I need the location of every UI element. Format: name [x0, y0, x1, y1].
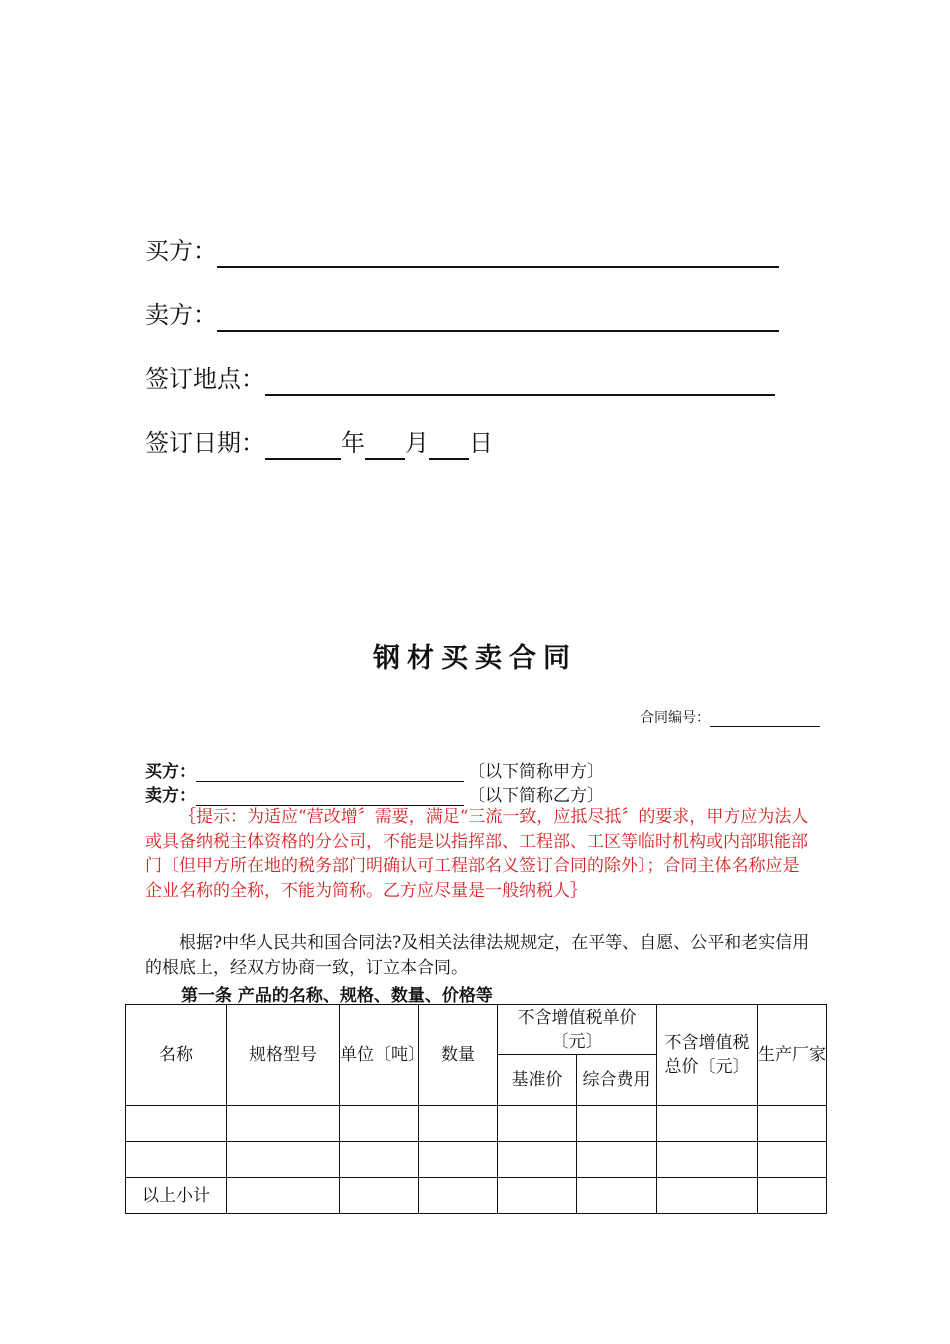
table-row [126, 1142, 827, 1178]
contract-number [640, 707, 820, 727]
cover-buyer-label: 买方： [145, 237, 217, 265]
subtotal-row [126, 1178, 827, 1214]
header-unit: 单位〔吨〕 [340, 1005, 419, 1106]
contract-number-label: 合同编号： [640, 710, 710, 726]
table-cell[interactable] [126, 1142, 227, 1178]
header-unit-price: 不含增值税单价〔元〕 [498, 1005, 657, 1055]
cover-month-field[interactable] [365, 436, 405, 460]
cover-day-label: 日 [469, 429, 493, 457]
table-cell[interactable] [126, 1106, 227, 1142]
header-name: 名称 [126, 1005, 227, 1106]
table-cell[interactable] [419, 1178, 498, 1214]
party-buyer-field[interactable] [196, 763, 464, 782]
cover-buyer-line [145, 234, 779, 268]
contract-title: 钢材买卖合同 [373, 643, 577, 674]
contract-number-field[interactable] [710, 710, 820, 727]
table-cell[interactable] [758, 1142, 827, 1178]
cover-buyer-field[interactable] [217, 244, 779, 268]
table-cell[interactable] [758, 1106, 827, 1142]
product-table [125, 1004, 827, 1214]
table-cell[interactable] [498, 1106, 577, 1142]
table-row [126, 1106, 827, 1142]
cover-seller-field[interactable] [217, 308, 779, 332]
table-cell[interactable] [340, 1142, 419, 1178]
cover-place-field[interactable] [265, 372, 775, 396]
table-cell[interactable] [227, 1142, 340, 1178]
party-seller [145, 782, 604, 806]
cover-year-label: 年 [341, 429, 365, 457]
party-buyer [145, 758, 604, 782]
table-cell[interactable] [227, 1106, 340, 1142]
cover-date-label: 签订日期： [145, 429, 265, 457]
party-seller-field[interactable] [196, 787, 464, 806]
hint-paragraph: ｛提示：为适应“营改增〞需要，满足“三流一致，应抵尽抵〞的要求，甲方应为法人或具备纳税主体资格的分公司，不能是以指挥部、工程部、工区等临时机构或内部职能部门〔但甲方所在地的税务部门明确认可工程部名义签订合同的除外〕；合同主体名称应是企业名称的全称，不能为简称。乙方应尽量是一般纳税人｝ [145, 807, 809, 901]
header-fee: 综合费用 [577, 1055, 657, 1106]
subtotal-label: 以上小计 [126, 1178, 227, 1214]
cover-month-label: 月 [405, 429, 429, 457]
table-cell[interactable] [419, 1142, 498, 1178]
party-buyer-suffix: 〔以下简称甲方〕 [468, 762, 604, 782]
party-seller-label: 卖方： [145, 786, 196, 806]
header-base-price: 基准价 [498, 1055, 577, 1106]
header-spec: 规格型号 [227, 1005, 340, 1106]
table-cell[interactable] [657, 1142, 758, 1178]
header-total: 不含增值税总价〔元〕 [657, 1005, 758, 1106]
article-1-heading: 第一条 产品的名称、规格、数量、价格等 [181, 986, 493, 1006]
table-cell[interactable] [419, 1106, 498, 1142]
table-cell[interactable] [577, 1106, 657, 1142]
cover-place-label: 签订地点： [145, 365, 265, 393]
table-cell[interactable] [340, 1106, 419, 1142]
table-cell[interactable] [498, 1142, 577, 1178]
cover-day-field[interactable] [429, 436, 469, 460]
table-cell[interactable] [657, 1178, 758, 1214]
cover-year-field[interactable] [265, 436, 341, 460]
table-cell[interactable] [758, 1178, 827, 1214]
cover-place-line [145, 362, 775, 396]
table-cell[interactable] [577, 1178, 657, 1214]
table-cell[interactable] [657, 1106, 758, 1142]
table-cell[interactable] [227, 1178, 340, 1214]
table-cell[interactable] [340, 1178, 419, 1214]
header-qty: 数量 [419, 1005, 498, 1106]
cover-seller-line [145, 298, 779, 332]
table-cell[interactable] [577, 1142, 657, 1178]
basis-paragraph: 根据?中华人民共和国合同法?及相关法律法规规定，在平等、自愿、公平和老实信用的根底上，经双方协商一致，订立本合同。 [145, 933, 810, 978]
cover-seller-label: 卖方： [145, 301, 217, 329]
header-maker: 生产厂家 [758, 1005, 827, 1106]
cover-date-line [145, 426, 493, 460]
party-seller-suffix: 〔以下简称乙方〕 [468, 786, 604, 806]
party-buyer-label: 买方： [145, 762, 196, 782]
table-cell[interactable] [498, 1178, 577, 1214]
